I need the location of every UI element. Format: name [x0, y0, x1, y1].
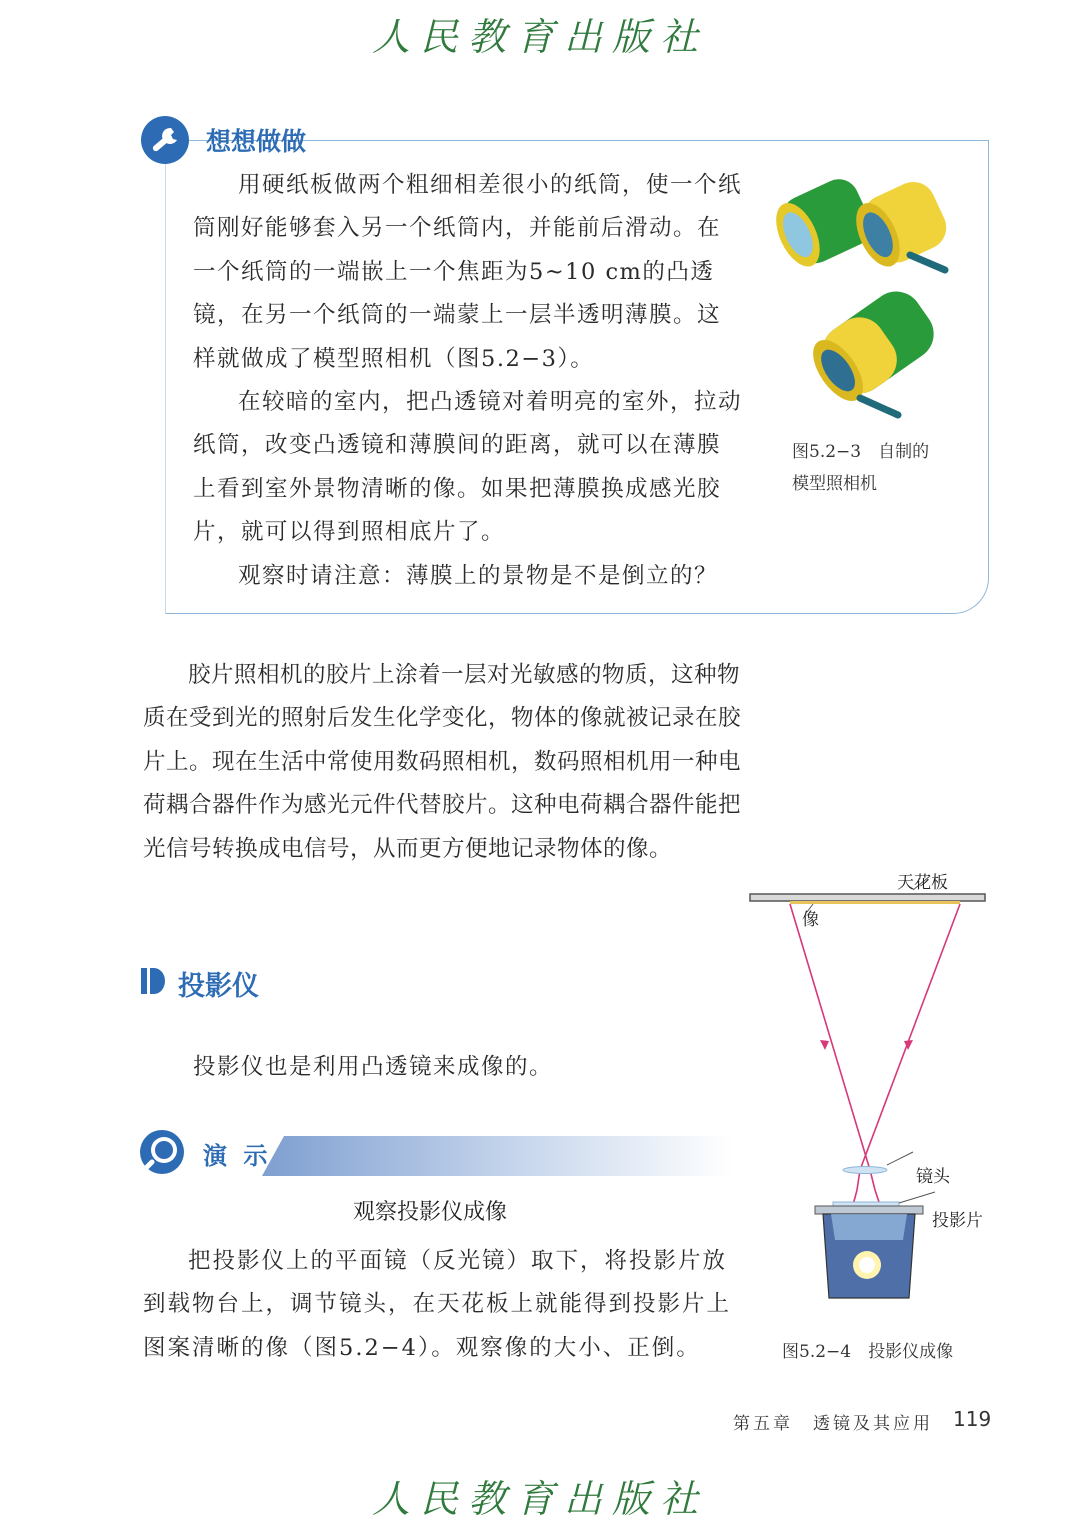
label-ceiling: 天花板 — [897, 873, 948, 893]
magnifier-icon — [138, 1128, 188, 1176]
chapter-footer: 第五章 透镜及其应用 — [733, 1414, 933, 1434]
figure-5-2-3-caption — [792, 436, 929, 500]
activity-paragraph-2: 在较暗的室内，把凸透镜对着明亮的室外，拉动纸筒，改变凸透镜和薄膜间的距离，就可以在薄膜上看到室外景物清晰的像。如果把薄膜换成感光胶片，就可以得到照相底片了。 — [193, 389, 743, 546]
page-number: 119 — [953, 1407, 992, 1431]
demo-text: 把投影仪上的平面镜（反光镜）取下，将投影片放到载物台上，调节镜头，在天花板上就能得到投影片上图案清晰的像（图5.2−4）。观察像的大小、正倒。 — [143, 1248, 732, 1361]
publisher-header: 人民教育出版社 — [371, 15, 708, 59]
demo-header-band — [262, 1136, 732, 1176]
label-lens: 镜头 — [916, 1167, 950, 1187]
caption-line-1: 图5.2−3 自制的 — [792, 442, 930, 462]
publisher-footer: 人民教育出版社 — [371, 1477, 708, 1521]
demo-title: 观察投影仪成像 — [353, 1200, 508, 1225]
label-slide: 投影片 — [932, 1211, 983, 1231]
label-image: 像 — [802, 910, 819, 930]
body-paragraph: 胶片照相机的胶片上涂着一层对光敏感的物质，这种物质在受到光的照射后发生化学变化，物体的像就被记录在胶片上。现在生活中常使用数码照相机，数码照相机用一种电荷耦合器件作为感光元件代替胶片。这种电荷耦合器件能把光信号转换成电信号，从而更方便地记录物体的像。 — [143, 662, 742, 862]
projector-diagram — [745, 860, 995, 1330]
figure-5-2-4-caption: 图5.2−4 投影仪成像 — [782, 1342, 954, 1362]
activity-paragraph-1: 用硬纸板做两个粗细相差很小的纸筒，使一个纸筒刚好能够套入另一个纸筒内，并能前后滑动。在一个纸筒的一端嵌上一个焦距为5~10 cm的凸透镜，在另一个纸筒的一端蒙上一层半透明薄膜。这样就做成了模型照相机（图5.2−3）。 — [193, 172, 743, 372]
activity-paragraph-3: 观察时请注意：薄膜上的景物是不是倒立的？ — [238, 562, 719, 589]
section-title: 投影仪 — [178, 971, 259, 1002]
section-marker-icon — [141, 966, 165, 996]
section-intro: 投影仪也是利用凸透镜来成像的。 — [193, 1054, 554, 1080]
caption-line-2: 模型照相机 — [792, 474, 877, 494]
model-camera-illustration — [770, 170, 970, 430]
activity-text — [193, 164, 743, 598]
wrench-icon — [141, 116, 189, 164]
activity-title: 想想做做 — [206, 127, 307, 156]
demo-label: 演 示 — [203, 1142, 272, 1170]
